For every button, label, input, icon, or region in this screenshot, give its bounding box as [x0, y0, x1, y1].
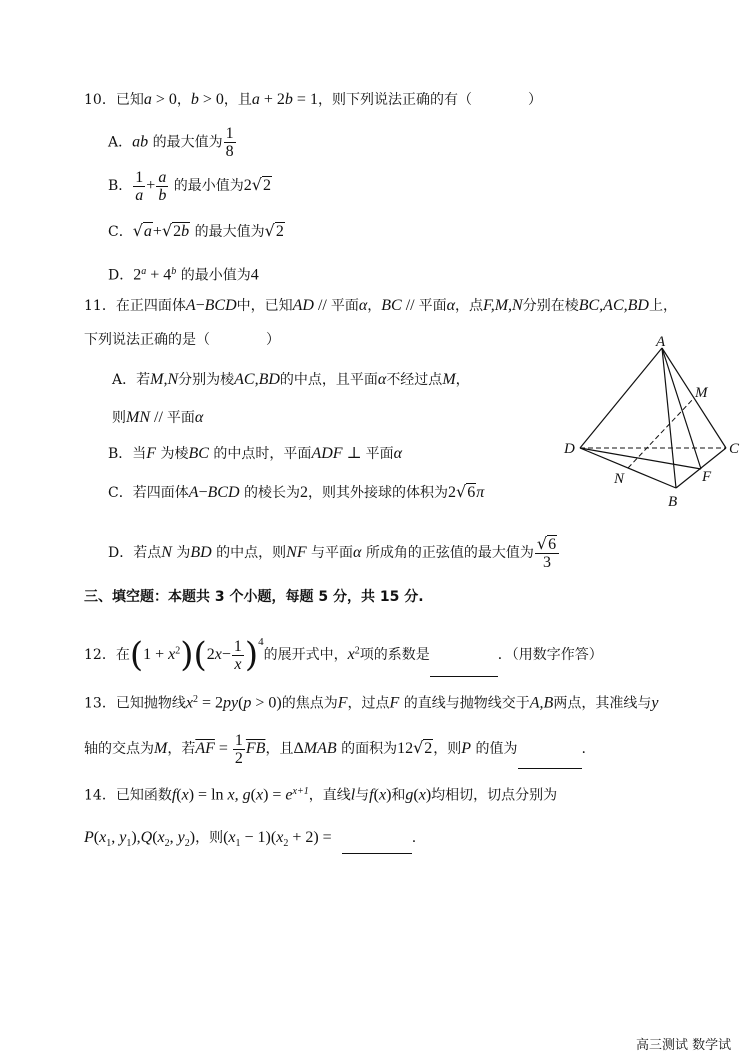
vertex-label-c: C	[729, 441, 740, 457]
q11-stem-line1: 11．在正四面体A−BCD中，已知AD // 平面α，BC // 平面α，点F,M,N分别在棱BC,AC,BD上，	[84, 297, 677, 314]
q10-d-text: 的最小值为	[180, 267, 251, 284]
page-footer: 高三测试 数学试	[636, 1038, 732, 1053]
point-label-n: N	[614, 471, 625, 487]
q10-d-value: 4	[250, 266, 259, 284]
q10-stem-number: 10．已知	[84, 92, 144, 108]
q10-c-text: 的最大值为	[194, 224, 265, 240]
q10-b-text: 的最小值为	[173, 178, 244, 194]
q11-option-b: B．当F 为棱BC 的中点时，平面ADF ⊥ 平面α	[108, 445, 402, 462]
q11-option-c: C．若四面体A−BCD 的棱长为2，则其外接球的体积为2√6π	[108, 482, 485, 501]
q11-option-a-line2: 则MN // 平面α	[112, 409, 204, 426]
tetrahedron-figure	[558, 336, 752, 516]
vertex-label-d: D	[564, 441, 575, 457]
q13-line2: 轴的交点为M，若$\overline{AF}$ = $\frac{1}{2}$ $\overline{FB}$，且ΔMAB 的面积为12√2，则P 的值为 .	[84, 728, 586, 769]
q11-stem-line2: 下列说法正确的是（ ）	[84, 332, 280, 348]
q14-answer-blank[interactable]	[342, 837, 412, 854]
q14-line2: $P(x_1$, $y_1),Q(x_2$, $y_2$)，则$(x_1 - 1)(x_2 + 2)$ = .	[84, 828, 416, 854]
q12-mid: 的展开式中，	[263, 647, 348, 663]
q13-answer-blank[interactable]	[518, 752, 582, 769]
q10-option-a: A．ab 的最大值为 $\frac{1}{8}$	[108, 125, 234, 160]
q10-option-c: C．√a+√2b 的最大值为√2	[108, 221, 284, 240]
vertex-label-a: A	[656, 336, 666, 350]
point-label-f: F	[702, 469, 712, 485]
q12-answer-blank[interactable]	[430, 660, 498, 677]
q12-note: ．（用数字作答）	[497, 647, 603, 663]
q10-a-text: 的最大值为	[152, 134, 223, 151]
q12-prefix: 12．在	[84, 647, 130, 663]
section3-title: 三、填空题：本题共 3 个小题，每题 5 分，共 15 分.	[84, 589, 424, 605]
q12-tail: 项的系数是	[359, 647, 430, 663]
q10-option-b: B． $\frac{1}{a}$ + $\frac{a}{b}$ 的最小值为2√2	[108, 168, 271, 204]
q14-line1: 14．已知函数f(x) = ln x, $g(x) = e^{x+1}$，直线l与f(x)和g(x)均相切，切点分别为	[84, 786, 558, 804]
point-label-m: M	[695, 385, 708, 401]
q10-stem-condition: ，则下列说法正确的有（ ）	[317, 92, 542, 108]
q10-option-d: D．$2^a + 4^b$ 的最小值为4	[108, 266, 259, 284]
q12: 12．在$(1 + x^2)(2x-$ $\frac{1}{x}$ )$^4$的展开式中，$x^2$项的系数是 ．（用数字作答）	[84, 635, 603, 675]
q13-line1: 13．已知抛物线$x^2 = 2py(p > 0)$的焦点为F，过点F 的直线与抛物线交于A,B两点，其准线与y	[84, 694, 659, 712]
vertex-label-b: B	[668, 494, 678, 510]
q10-stem: 10．已知a > 0，b > 0，且a + 2b = 1，则下列说法正确的有（ ）	[84, 91, 542, 108]
q11-option-d: D．若点N 为BD 的中点，则NF 与平面α 所成角的正弦值的最大值为 $\frac{√6}{3}$	[108, 533, 560, 573]
q11-option-a-line1: A．若M,N分别为棱AC,BD的中点，且平面α不经过点M，	[112, 371, 470, 388]
